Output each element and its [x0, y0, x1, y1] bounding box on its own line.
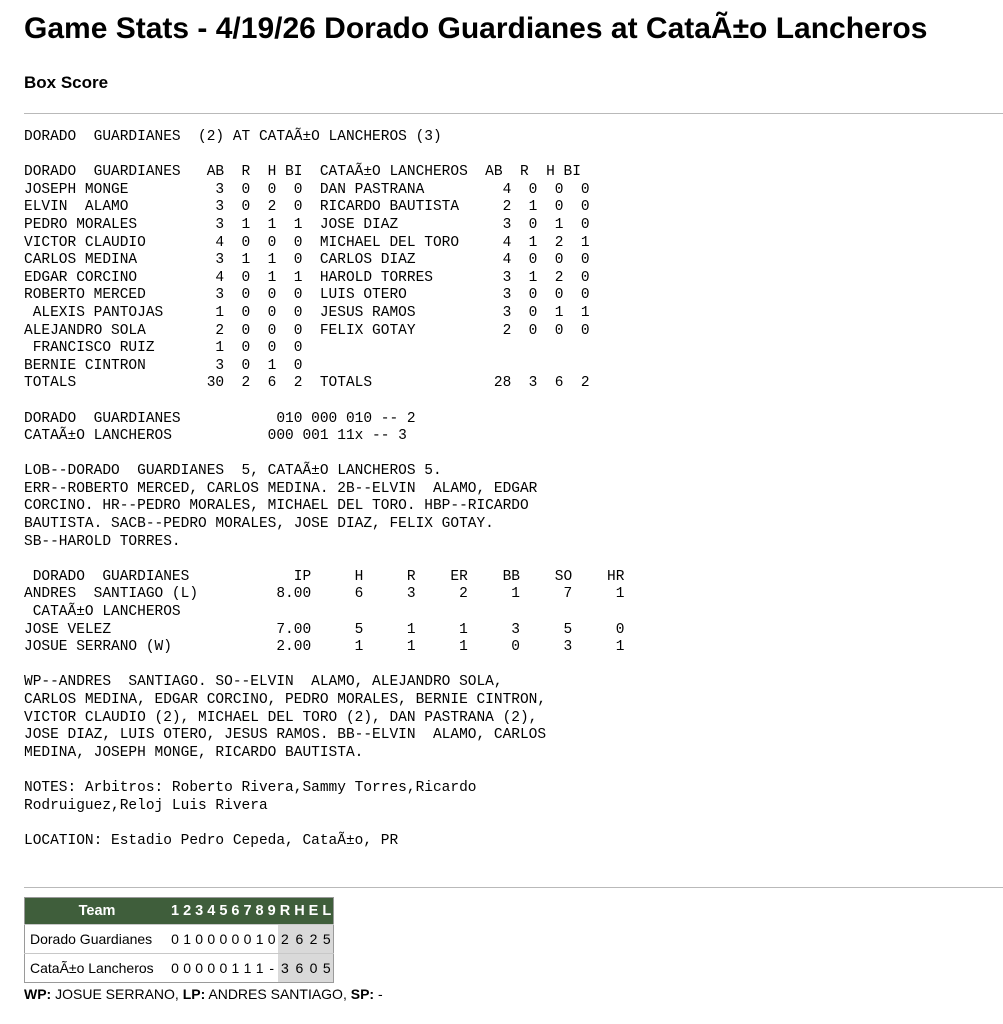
- col-header-inning-1: 1: [169, 898, 181, 925]
- inning-cell: 0: [266, 925, 278, 954]
- sp-value: -: [374, 986, 383, 1002]
- inning-cell: 0: [169, 925, 181, 954]
- linescore-table: [24, 897, 334, 983]
- hits-cell: 6: [292, 954, 306, 983]
- inning-cell: 0: [229, 925, 241, 954]
- inning-cell: 1: [241, 954, 253, 983]
- col-header-hits: H: [292, 898, 306, 925]
- hits-cell: 6: [292, 925, 306, 954]
- col-header-errors: E: [307, 898, 321, 925]
- divider-top: [24, 113, 1003, 114]
- inning-cell: 0: [193, 925, 205, 954]
- runs-cell: 3: [278, 954, 292, 983]
- errors-cell: 2: [307, 925, 321, 954]
- col-header-lob: L: [320, 898, 333, 925]
- runs-cell: 2: [278, 925, 292, 954]
- table-row: [25, 925, 334, 954]
- inning-cell: 1: [254, 925, 266, 954]
- inning-cell: 1: [181, 925, 193, 954]
- inning-cell: 1: [229, 954, 241, 983]
- inning-cell: 0: [205, 954, 217, 983]
- inning-cell: 0: [205, 925, 217, 954]
- wp-value: JOSUE SERRANO,: [51, 986, 183, 1002]
- inning-cell: 1: [254, 954, 266, 983]
- pitcher-decisions: [24, 986, 383, 1002]
- col-header-inning-2: 2: [181, 898, 193, 925]
- table-row: [25, 954, 334, 983]
- team-name: CataÃ±o Lancheros: [25, 954, 170, 983]
- team-name: Dorado Guardianes: [25, 925, 170, 954]
- box-score-text: DORADO GUARDIANES (2) AT CATAÃ±O LANCHEROS (3) DORADO GUARDIANES AB R H BI CATAÃ±O LANCHEROS AB R H BI JOSEPH MONGE 3 0 0 0 DAN PASTRANA 4 0 0 0 ELVIN ALAMO 3 0 2 0 RICARDO BAUTISTA 2 1 0 0 PEDRO MORALES 3 1 1 1 JOSE DIAZ 3 0 1 0 VICTOR CLAUDIO 4 0 0 0 MICHAEL DEL TORO 4 1 2 1 CARLOS MEDINA 3 1 1 0 CARLOS DIAZ 4 0 0 0 EDGAR CORCINO 4 0 1 1 HAROLD TORRES 3 1 2 0 ROBERTO MERCED 3 0 0 0 LUIS OTERO 3 0 0 0 ALEXIS PANTOJAS 1 0 0 0 JESUS RAMOS 3 0 1 1 ALEJANDRO SOLA 2 0 0 0 FELIX GOTAY 2 0 0 0 FRANCISCO RUIZ 1 0 0 0 BERNIE CINTRON 3 0 1 0 TOTALS 30 2 6 2 TOTALS 28 3 6 2 DORADO GUARDIANES 010 000 010 -- 2 CATAÃ±O LANCHEROS 000 001 11x -- 3 LOB--DORADO GUARDIANES 5, CATAÃ±O LANCHEROS 5. ERR--ROBERTO MERCED, CARLOS MEDINA. 2B--ELVIN ALAMO, EDGAR CORCINO. HR--PEDRO MORALES, MICHAEL DEL TORO. HBP--RICARDO BAUTISTA. SACB--PEDRO MORALES, JOSE DIAZ, FELIX GOTAY. SB--HAROLD TORRES. DORADO GUARDIANES IP H R ER BB SO HR ANDRES SANTIAGO (L) 8.00 6 3 2 1 7 1 CATAÃ±O LANCHEROS JOSE VELEZ 7.00 5 1 1 3 5 0 JOSUE SERRANO (W) 2.00 1 1 1 0 3 1 WP--ANDRES SANTIAGO. SO--ELVIN ALAMO, ALEJANDRO SOLA, CARLOS MEDINA, EDGAR CORCINO, PEDRO MORALES, BERNIE CINTRON, VICTOR CLAUDIO (2), MICHAEL DEL TORO (2), DAN PASTRANA (2), JOSE DIAZ, LUIS OTERO, JESUS RAMOS. BB--ELVIN ALAMO, CARLOS MEDINA, JOSEPH MONGE, RICARDO BAUTISTA. NOTES: Arbitros: Roberto Rivera,Sammy Torres,Ricardo Rodruiguez,Reloj Luis Rivera LOCATION: Estadio Pedro Cepeda, CataÃ±o, PR: [24, 129, 625, 849]
- col-header-team: Team: [25, 898, 170, 925]
- lp-value: ANDRES SANTIAGO,: [205, 986, 351, 1002]
- divider-bottom: [24, 887, 1003, 888]
- col-header-inning-6: 6: [229, 898, 241, 925]
- col-header-runs: R: [278, 898, 292, 925]
- col-header-inning-3: 3: [193, 898, 205, 925]
- inning-cell: 0: [217, 925, 229, 954]
- inning-cell: 0: [169, 954, 181, 983]
- lob-cell: 5: [320, 954, 333, 983]
- page-title: Game Stats - 4/19/26 Dorado Guardianes at CataÃ±o Lancheros: [24, 12, 928, 45]
- col-header-inning-5: 5: [217, 898, 229, 925]
- inning-cell: -: [266, 954, 278, 983]
- col-header-inning-9: 9: [266, 898, 278, 925]
- lob-cell: 5: [320, 925, 333, 954]
- section-heading: Box Score: [24, 73, 109, 92]
- col-header-inning-7: 7: [241, 898, 253, 925]
- wp-label: WP:: [24, 986, 52, 1002]
- col-header-inning-8: 8: [254, 898, 266, 925]
- inning-cell: 0: [193, 954, 205, 983]
- lp-label: LP:: [182, 986, 206, 1002]
- sp-label: SP:: [350, 986, 375, 1002]
- inning-cell: 0: [241, 925, 253, 954]
- inning-cell: 0: [217, 954, 229, 983]
- errors-cell: 0: [307, 954, 321, 983]
- col-header-inning-4: 4: [205, 898, 217, 925]
- linescore-header-row: [25, 898, 334, 925]
- inning-cell: 0: [181, 954, 193, 983]
